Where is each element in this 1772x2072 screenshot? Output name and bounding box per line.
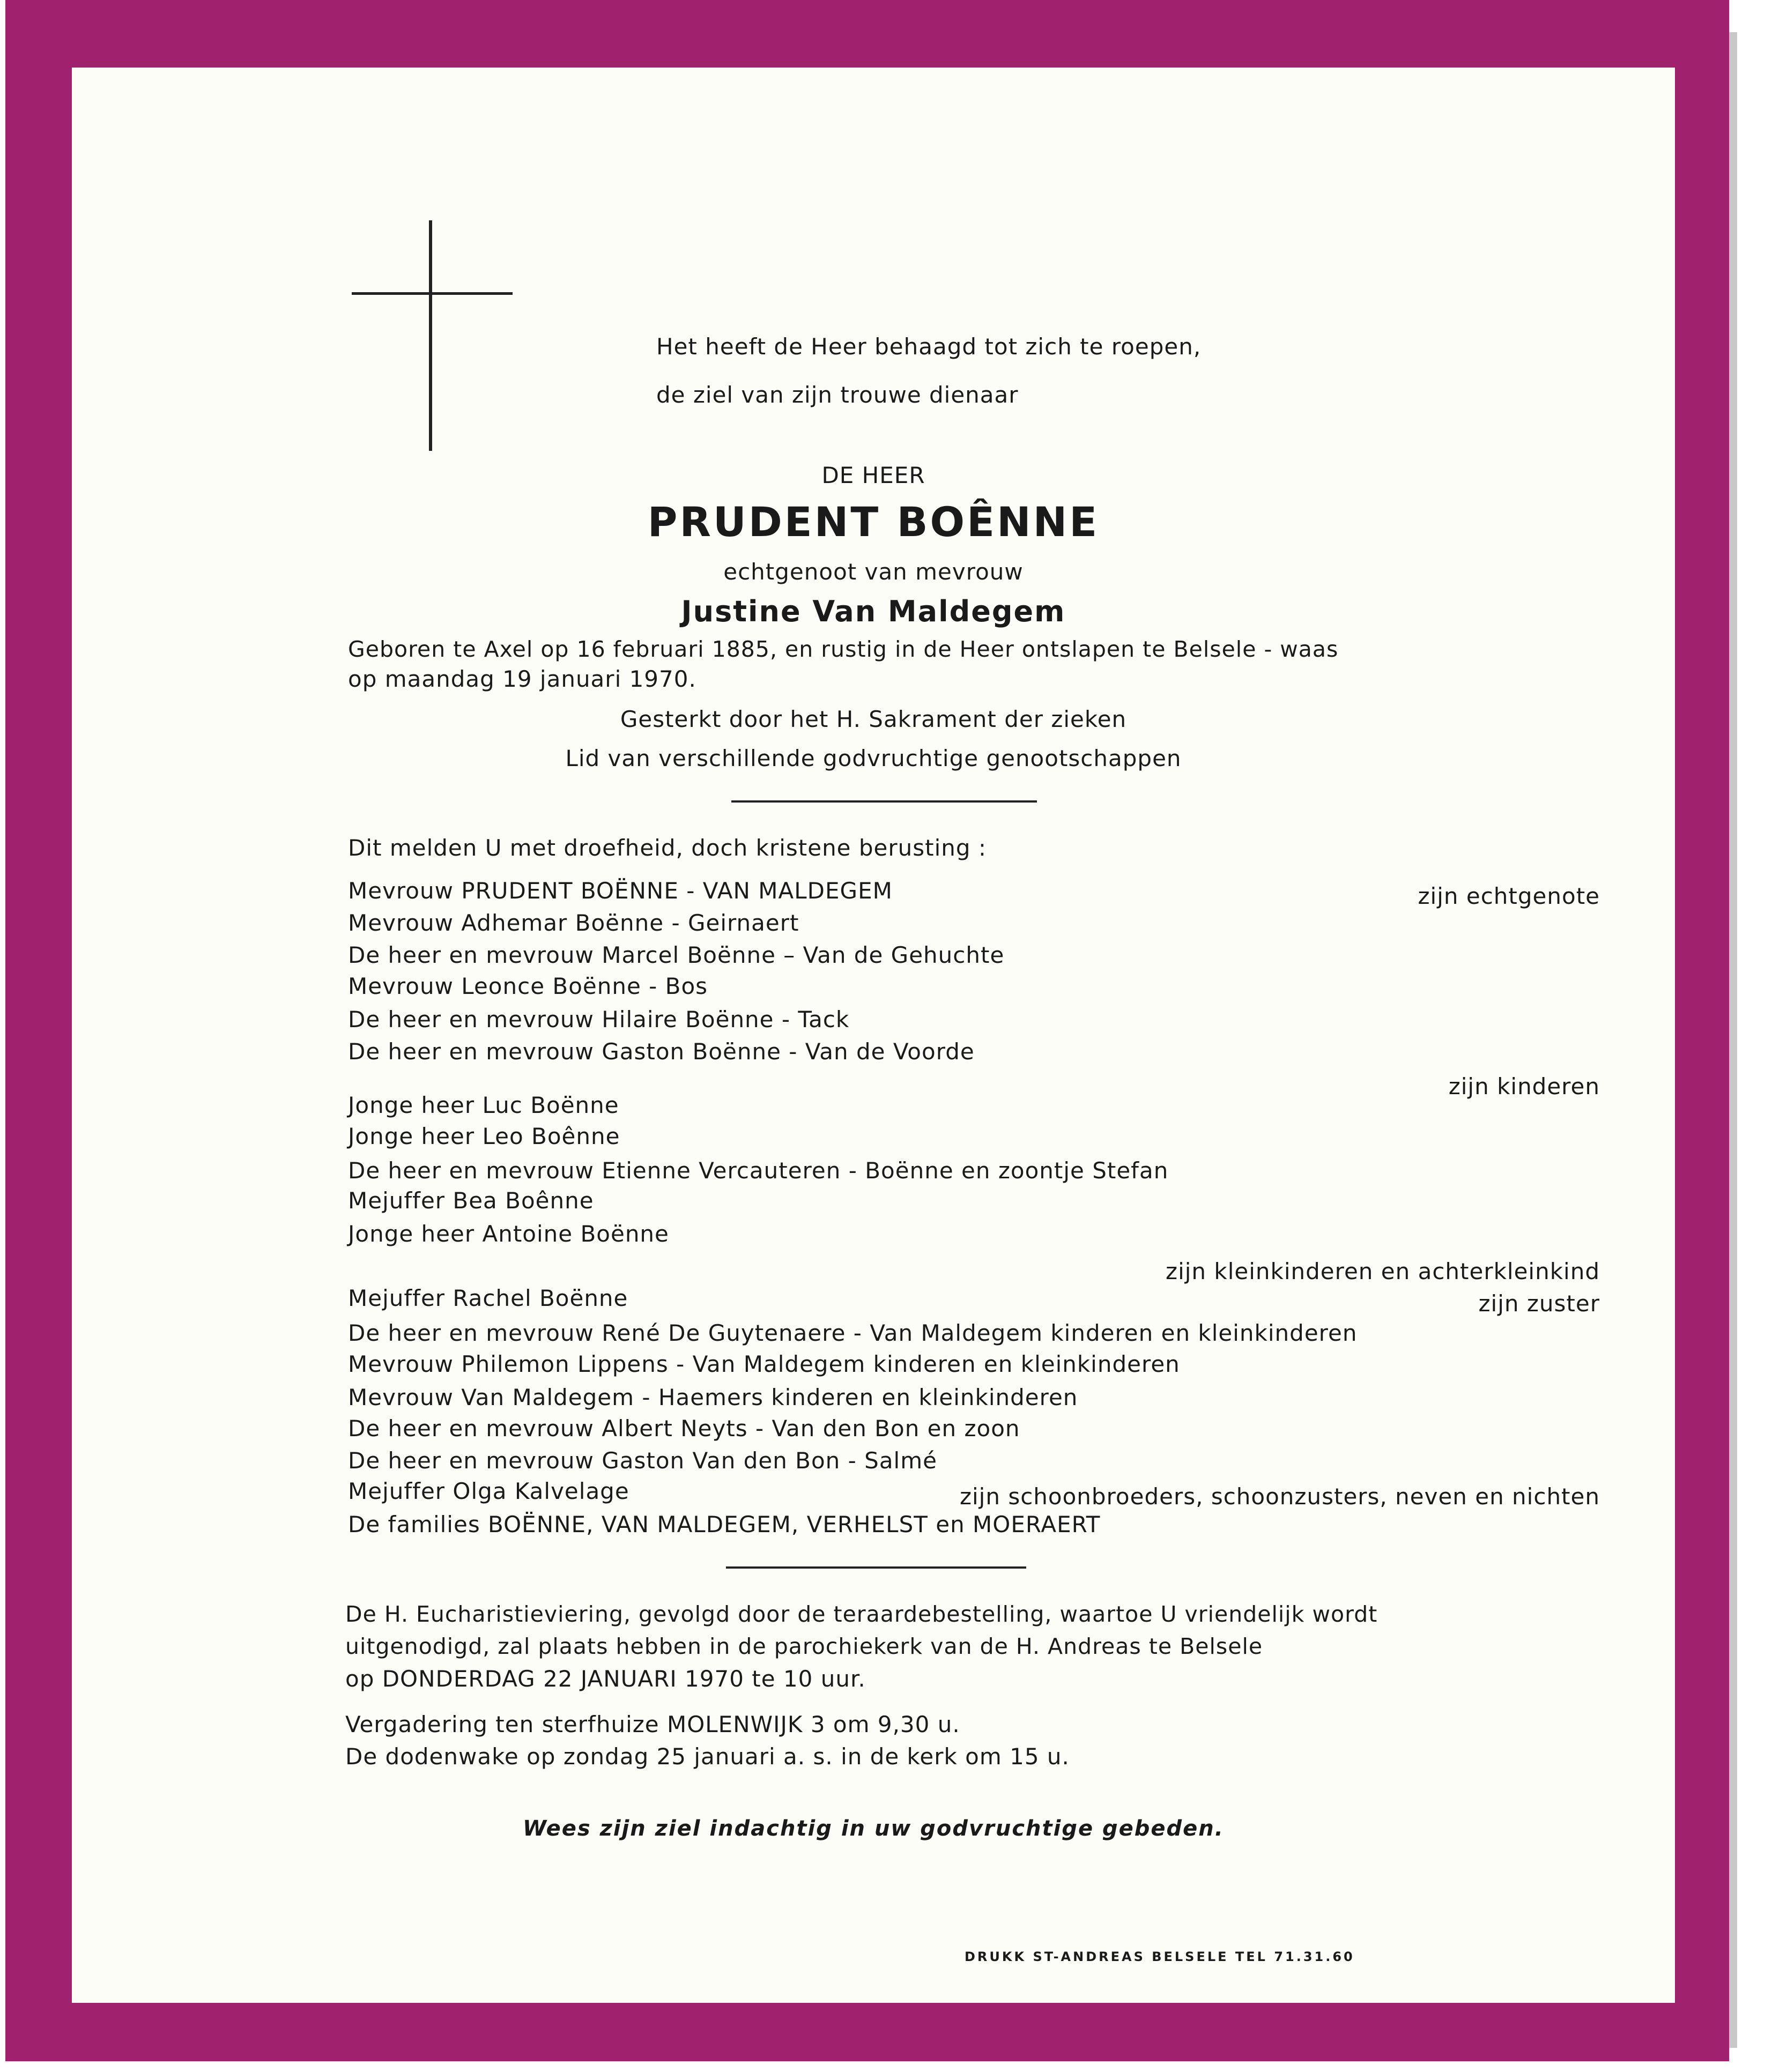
sacrament-line: Gesterkt door het H. Sakrament der zieken xyxy=(620,706,1127,732)
grandchild-entry: Mejuffer Bea Boênne xyxy=(348,1187,594,1214)
inlaws-relation: zijn schoonbroeders, schoonzusters, neven en nichten xyxy=(959,1483,1600,1510)
inlaw-entry: De heer en mevrouw René De Guytenaere - Van Maldegem kinderen en kleinkinderen xyxy=(348,1320,1358,1346)
intro-line-2: de ziel van zijn trouwe dienaar xyxy=(656,382,1019,408)
membership-line: Lid van verschillende godvruchtige genootschappen xyxy=(565,745,1182,771)
gathering-line-2: De dodenwake op zondag 25 januari a. s. in de kerk om 15 u. xyxy=(345,1743,1070,1770)
service-line-3: op DONDERDAG 22 JANUARI 1970 te 10 uur. xyxy=(345,1666,866,1692)
mourning-card xyxy=(72,68,1675,2003)
prayer-motto: Wees zijn ziel indachtig in uw godvruchtige gebeden. xyxy=(523,1816,1224,1841)
gathering-line-1: Vergadering ten sterfhuize MOLENWIJK 3 om 9,30 u. xyxy=(345,1711,960,1737)
cross-icon-bar xyxy=(352,292,513,295)
honorific: DE HEER xyxy=(821,462,925,488)
divider-1 xyxy=(731,800,1037,803)
announcement-intro: Dit melden U met droefheid, doch kristene berusting : xyxy=(348,835,987,861)
grandchild-entry: De heer en mevrouw Etienne Vercauteren - Boënne en zoontje Stefan xyxy=(348,1157,1169,1184)
grandchild-entry: Jonge heer Leo Boênne xyxy=(348,1123,620,1149)
cross-icon xyxy=(429,220,432,451)
divider-2 xyxy=(726,1566,1026,1569)
spouse-intro: echtgenoot van mevrouw xyxy=(723,559,1024,585)
families-line: De families BOËNNE, VAN MALDEGEM, VERHELST en MOERAERT xyxy=(348,1511,1101,1538)
spouse-relation: zijn echtgenote xyxy=(1418,883,1600,909)
printer-imprint: DRUKK ST-ANDREAS BELSELE TEL 71.31.60 xyxy=(965,1949,1355,1964)
inlaw-entry: Mevrouw Philemon Lippens - Van Maldegem kinderen en kleinkinderen xyxy=(348,1351,1180,1377)
intro-line-1: Het heeft de Heer behaagd tot zich te roepen, xyxy=(656,333,1202,360)
inlaw-entry: Mejuffer Olga Kalvelage xyxy=(348,1478,629,1504)
inlaw-entry: De heer en mevrouw Gaston Van den Bon - Salmé xyxy=(348,1447,937,1474)
grandchild-entry: Jonge heer Antoine Boënne xyxy=(348,1221,669,1247)
deceased-name: PRUDENT BOÊNNE xyxy=(647,498,1100,546)
grandchildren-relation: zijn kleinkinderen en achterkleinkind xyxy=(1166,1258,1600,1284)
child-entry: Mevrouw Leonce Boënne - Bos xyxy=(348,973,708,999)
children-relation: zijn kinderen xyxy=(1448,1073,1600,1100)
grandchild-entry: Jonge heer Luc Boënne xyxy=(348,1092,619,1118)
birth-death-line-1: Geboren te Axel op 16 februari 1885, en rustig in de Heer ontslapen te Belsele - waas xyxy=(348,636,1339,662)
inlaw-entry: Mevrouw Van Maldegem - Haemers kinderen en kleinkinderen xyxy=(348,1384,1078,1410)
sister-entry: Mejuffer Rachel Boënne xyxy=(348,1285,628,1311)
birth-death-line-2: op maandag 19 januari 1970. xyxy=(348,666,696,692)
child-entry: Mevrouw Adhemar Boënne - Geirnaert xyxy=(348,910,799,936)
child-entry: De heer en mevrouw Gaston Boënne - Van de Voorde xyxy=(348,1038,975,1065)
child-entry: De heer en mevrouw Marcel Boënne – Van de Gehuchte xyxy=(348,942,1005,968)
child-entry: De heer en mevrouw Hilaire Boënne - Tack xyxy=(348,1006,850,1033)
sister-relation: zijn zuster xyxy=(1478,1290,1600,1317)
service-line-2: uitgenodigd, zal plaats hebben in de parochiekerk van de H. Andreas te Belsele xyxy=(345,1633,1263,1659)
spouse-name: Justine Van Maldegem xyxy=(681,595,1066,628)
inlaw-entry: De heer en mevrouw Albert Neyts - Van den Bon en zoon xyxy=(348,1415,1020,1442)
service-line-1: De H. Eucharistieviering, gevolgd door de teraardebestelling, waartoe U vriendelijk wordt xyxy=(345,1601,1378,1627)
spouse-entry: Mevrouw PRUDENT BOËNNE - VAN MALDEGEM xyxy=(348,878,893,904)
